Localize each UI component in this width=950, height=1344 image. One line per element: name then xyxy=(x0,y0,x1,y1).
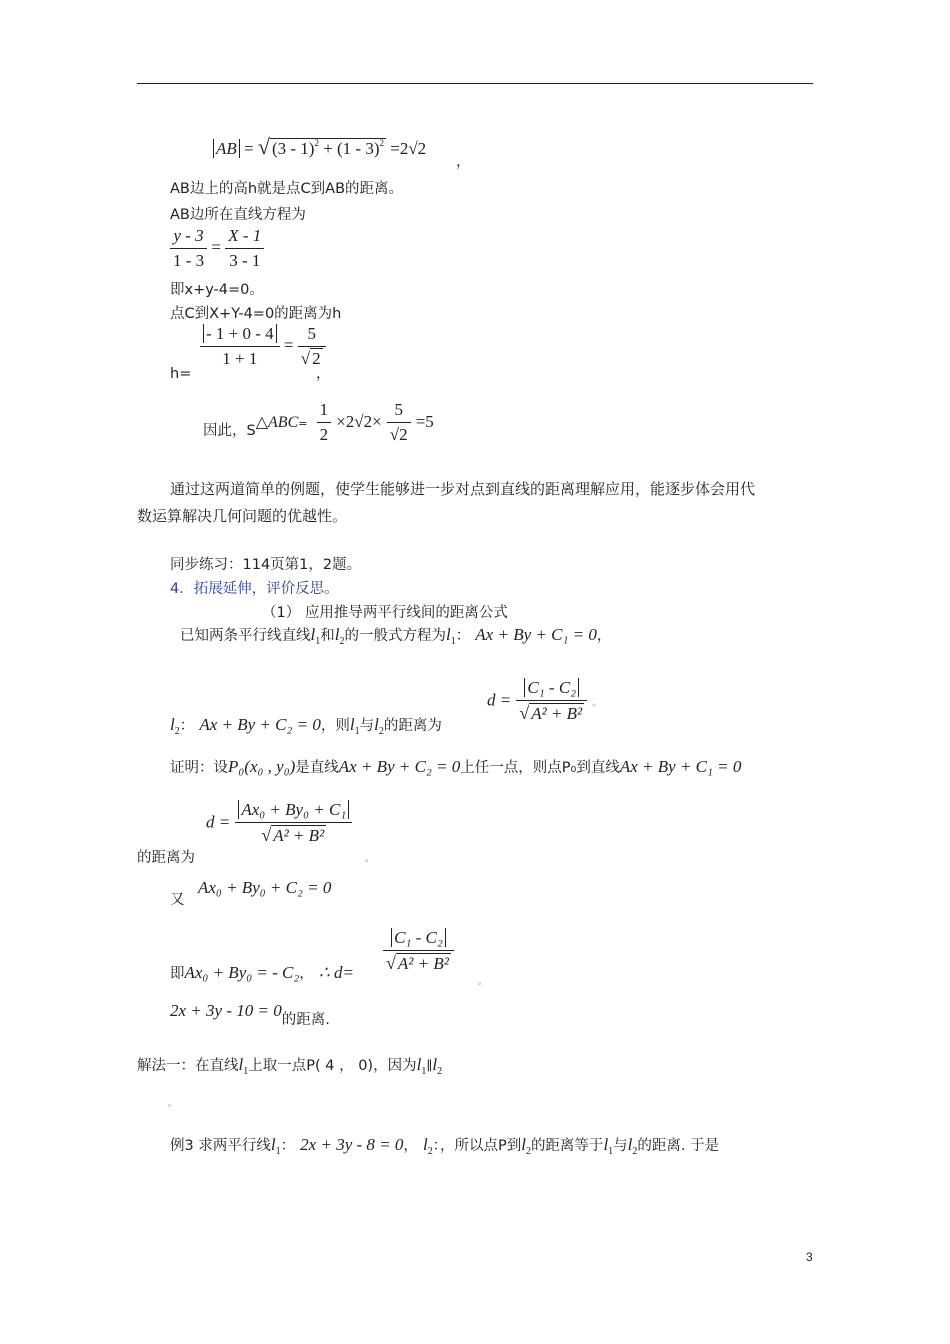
l2-tail-a: ，则 xyxy=(320,718,350,734)
height-note: AB边上的高h就是点C到AB的距离。 xyxy=(170,181,404,197)
l1-comma: ， xyxy=(596,628,612,644)
page-number: 3 xyxy=(806,1250,813,1264)
example-3-line: 例3 求两平行线$l_1$： 2x + 3y - 8 = 0， $l_2$：，所以点P到$l_2$的距离等于$l_1$与$l_2$的距离. 于是 xyxy=(170,1135,720,1157)
area-middle: ×2√2× xyxy=(336,412,382,431)
parallel-symbol: ∥ xyxy=(426,1058,433,1073)
frac2-numerator: X - 1 xyxy=(225,226,264,249)
given-text-a: 已知两条平行线直线 xyxy=(180,628,311,644)
example-3-l1-equation: 2x + 3y - 8 = 0 xyxy=(300,1135,404,1154)
area-prefix: 因此，S xyxy=(203,423,256,439)
area-line xyxy=(203,400,434,445)
so-equation: Ax₀ + By₀ = - C₂ xyxy=(184,963,300,982)
ab-radicand: (3 - 1)$^2$ + (1 - 3)$^2$ xyxy=(271,138,385,158)
proof-d-equals: d = xyxy=(206,812,231,832)
also-label: 又 xyxy=(170,892,185,908)
proof-text-b: 是直线 xyxy=(295,760,339,776)
example-3-equation-line xyxy=(170,1000,330,1028)
h-rhs-denominator: 2 xyxy=(312,349,321,368)
l2-line: $l_2$： Ax + By + C₂ = 0，则$l_1$与$l_2$的距离为 xyxy=(170,715,442,737)
so-label: 即 xyxy=(170,966,185,982)
proof-text-a: 证明：设 xyxy=(170,760,228,776)
example-3-text-c: ：，所以点P到 xyxy=(432,1138,522,1154)
given-text-b: 和 xyxy=(320,628,335,644)
h-numerator: - 1 + 0 - 4 xyxy=(203,324,277,343)
line-equation-label: AB边所在直线方程为 xyxy=(170,207,306,223)
area-result: =5 xyxy=(415,412,434,431)
proof-d-denominator: A² + B² xyxy=(273,826,325,845)
so-period: 。 xyxy=(478,977,488,987)
l2-colon: ： xyxy=(179,718,195,734)
d-denominator: A² + B² xyxy=(531,704,583,723)
so-fraction: $\frac{\text{C₁ - C₂}}{\text{√ A² + B²}}$ xyxy=(383,928,454,974)
solution-text-a: 解法一：在直线 xyxy=(137,1058,239,1074)
frac2-denominator: 3 - 1 xyxy=(229,251,261,270)
proof-period: 。 xyxy=(365,854,375,864)
line-equation-result: 即x+y-4=0。 xyxy=(170,282,264,298)
h-label: h= xyxy=(170,366,192,382)
area-frac1-numerator: 1 xyxy=(317,400,332,423)
l2-ex3-tail: 的距离. xyxy=(281,1012,330,1028)
practice-line: 同步练习：114页第1，2题。 xyxy=(170,557,362,573)
l2-tail-c: 的距离为 xyxy=(383,718,442,734)
d-period: 。 xyxy=(592,698,602,709)
proof-point: P₀(x₀ , y₀) xyxy=(228,757,296,776)
distance-formula: d = $\frac{\text{C₁ - C₂}}{\text{√ A² + B²}}$ 。 xyxy=(487,678,602,723)
given-text-c: 的一般式方程为 xyxy=(344,628,446,644)
example-3-text-d: 的距离等于 xyxy=(530,1138,604,1154)
area-equals: = xyxy=(298,417,308,430)
l1-equation: Ax + By + C₁ = 0 xyxy=(475,625,597,644)
given-line: 已知两条平行线直线$l_1$和$l_2$的一般式方程为$l_1$： Ax + By + C₁ = 0， xyxy=(180,625,612,647)
proof-distance-label: 的距离为 xyxy=(137,850,195,866)
l2-ex3-equation: 2x + 3y - 10 = 0 xyxy=(170,1001,282,1020)
l2-equation: Ax + By + C₂ = 0 xyxy=(199,715,321,734)
also-equation: Ax₀ + By₀ + C₂ = 0 xyxy=(198,878,332,897)
area-frac1-denominator: 2 xyxy=(319,425,329,444)
example-3-text-f: 的距离. 于是 xyxy=(637,1138,720,1154)
so-numerator: C₁ - C₂ xyxy=(391,928,446,947)
frac1-numerator: y - 3 xyxy=(170,226,207,249)
so-line xyxy=(170,962,354,983)
area-frac2-numerator: 5 xyxy=(387,400,411,423)
proof-eq1: Ax + By + C₁ = 0 xyxy=(619,757,742,776)
example-3-text-b: ， xyxy=(403,1138,418,1154)
d-numerator: C₁ - C₂ xyxy=(524,678,579,697)
area-subscript: △ABC xyxy=(255,414,299,431)
section-4-heading: 4．拓展延伸，评价反思。 xyxy=(170,581,339,597)
so-denominator: A² + B² xyxy=(397,954,449,973)
ab-length-result: =2√2 xyxy=(390,139,427,158)
ab-comma: ， xyxy=(456,154,471,170)
two-point-equation: $\frac{y - 3}{1 - 3}$ = $\frac{X - 1}{3 - 1}$ xyxy=(170,226,264,271)
paragraph-line-2: 数运算解决几何问题的优越性。 xyxy=(137,507,348,525)
proof-text-c: 上任一点，则点P₀到直线 xyxy=(460,760,620,776)
so-comma: ， xyxy=(299,966,314,982)
example-3-text-e: 与 xyxy=(613,1138,628,1154)
solution-line: 解法一：在直线$l_1$上取一点P( 4 ， 0)，因为$l_1\parallel l_2$ xyxy=(137,1055,443,1077)
proof-d-numerator: Ax₀ + By₀ + C₁ xyxy=(238,800,349,819)
therefore-d: ∴ d= xyxy=(318,963,354,982)
example-3-text-a: 例3 求两平行线 xyxy=(170,1138,271,1154)
d-equals: d = xyxy=(487,690,512,710)
proof-eq2: Ax + By + C₂ = 0 xyxy=(338,757,461,776)
distance-label: 点C到X+Y-4=0的距离为h xyxy=(170,306,342,322)
header-rule xyxy=(137,83,813,84)
solution-text-b: 上取一点P( 4 ， 0)，因为 xyxy=(248,1058,417,1074)
solution-period: 。 xyxy=(168,1099,178,1109)
h-rhs-numerator: 5 xyxy=(298,324,326,347)
area-frac2-denominator: √2 xyxy=(389,425,408,444)
ab-length-formula: AB = √ (3 - 1)$^2$ + (1 - 3)$^2$ =2√2 xyxy=(213,134,426,160)
h-formula: $\frac{- 1 + 0 - 4}{1 + 1}$ = $\frac{5}{√ 2}$ xyxy=(200,324,326,369)
example-3-colon: ： xyxy=(280,1138,296,1154)
h-denominator: 1 + 1 xyxy=(222,349,258,368)
subsection-1-heading: （1） 应用推导两平行线间的距离公式 xyxy=(262,605,508,621)
frac1-denominator: 1 - 3 xyxy=(173,251,205,270)
proof-distance-formula: d = $\frac{\text{Ax₀ + By₀ + C₁}}{\text{√ A² + B²}}$ xyxy=(206,800,352,846)
h-comma: ， xyxy=(316,366,331,382)
given-colon: ： xyxy=(455,628,471,644)
l2-tail-b: 与 xyxy=(359,718,375,734)
proof-line xyxy=(170,756,741,777)
paragraph-line-1: 通过这两道简单的例题，使学生能够进一步对点到直线的距离理解应用，能逐步体会用代 xyxy=(170,480,756,498)
abs-ab: AB xyxy=(213,139,240,158)
